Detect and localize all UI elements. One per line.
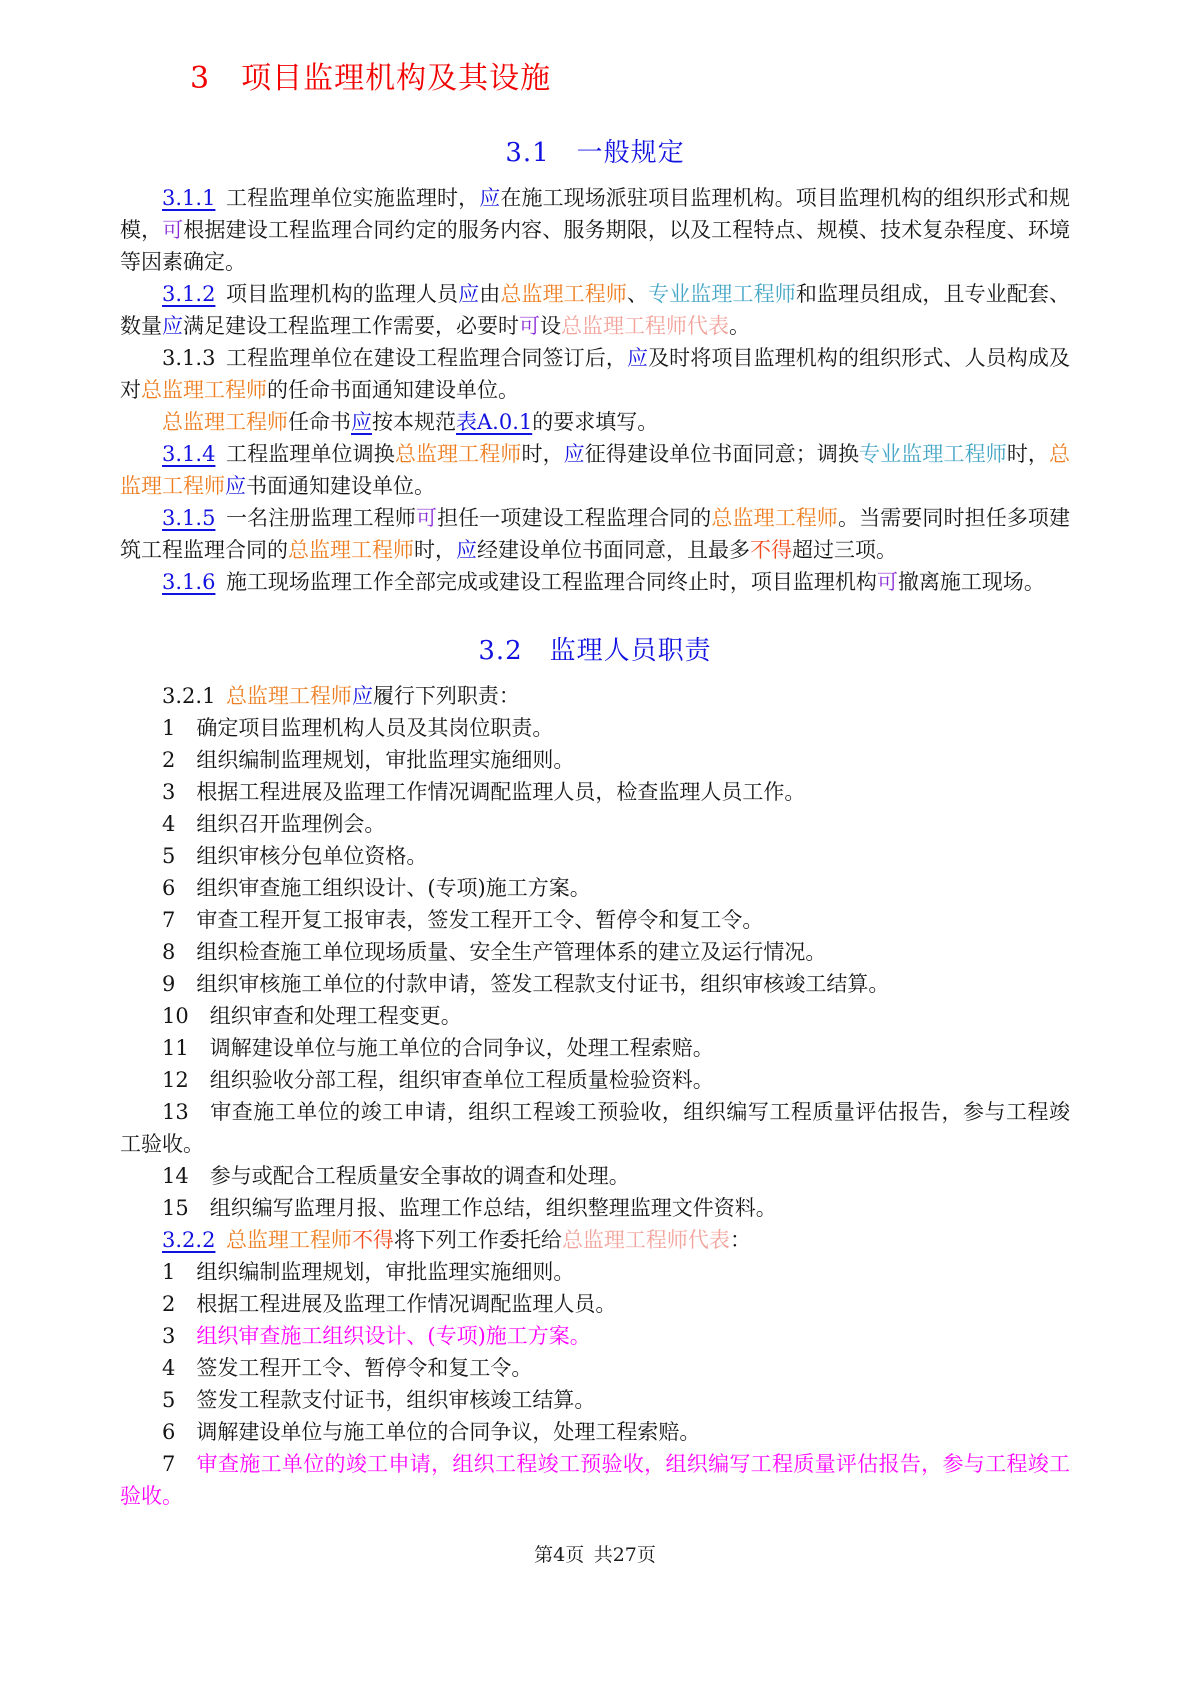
text-segment: 履行下列职责： — [372, 684, 520, 708]
text-segment: 时， — [521, 442, 564, 466]
segment-org: 总监理工程师 — [288, 538, 414, 562]
segment-rep: 总监理工程师代表 — [561, 314, 729, 338]
list-item — [120, 1448, 1070, 1512]
segment-mag: 组织审查施工组织设计、(专项)施工方案。 — [196, 1324, 591, 1348]
text-segment: 工程监理单位实施监理时， — [215, 186, 480, 210]
segment-may: 可 — [415, 506, 438, 530]
text-segment: 2 根据工程进展及监理工作情况调配监理人员。 — [162, 1292, 617, 1316]
text-segment: 2 组织编制监理规划，审批监理实施细则。 — [162, 748, 575, 772]
text-segment: 7 审查工程开复工报审表，签发工程开工令、暂停令和复工令。 — [162, 908, 764, 932]
list-item — [120, 808, 1070, 840]
list-item — [120, 744, 1070, 776]
segment-num[interactable]: 3.1.6 — [162, 570, 216, 594]
segment-org: 总监理工程师 — [162, 410, 288, 434]
section-heading: 3.1 一般规定 — [505, 138, 685, 168]
segment-may: 可 — [519, 314, 540, 338]
text-segment: 经建设单位书面同意，且最多 — [477, 538, 750, 562]
segment-teal: 专业监理工程师 — [859, 442, 1007, 466]
text-segment: 3.2.1 — [162, 684, 226, 708]
clause-paragraph — [120, 1224, 1070, 1256]
text-segment: ： — [729, 1228, 751, 1252]
segment-blue: 应 — [563, 442, 585, 466]
segment-num[interactable]: 3.1.1 — [162, 186, 216, 210]
clause-paragraph — [120, 438, 1070, 502]
text-segment: 项目监理机构的监理人员 — [215, 282, 459, 306]
segment-num[interactable]: 3.2.2 — [162, 1228, 216, 1252]
text-segment: 撤离施工现场。 — [897, 570, 1045, 594]
text-segment: 时， — [414, 538, 456, 562]
text-segment: 4 签发工程开工令、暂停令和复工令。 — [162, 1356, 533, 1380]
segment-forb: 不得 — [351, 1228, 394, 1252]
list-item — [120, 936, 1070, 968]
text-segment: 、 — [626, 282, 649, 306]
segment-blue: 应 — [351, 684, 373, 708]
text-segment: 的要求填写。 — [532, 410, 659, 434]
segment-num[interactable]: 3.1.4 — [162, 442, 216, 466]
segment-org: 总监理工程师 — [120, 442, 1071, 498]
segment-blue: 应 — [626, 346, 649, 370]
chapter-title: 3 项目监理机构及其设施 — [190, 61, 552, 96]
segment-org: 总监理工程师 — [500, 282, 627, 306]
text-segment: 由 — [479, 282, 501, 306]
text-segment: 13 审查施工单位的竣工申请，组织工程竣工预验收，组织编写工程质量评估报告，参与工程竣工验收。 — [120, 1100, 1070, 1156]
list-item — [120, 968, 1070, 1000]
clause-paragraph — [120, 406, 1070, 438]
text-segment: 满足建设工程监理工作需要，必要时 — [183, 314, 519, 338]
text-segment: 按本规范 — [372, 410, 456, 434]
segment-blue: 应 — [225, 474, 246, 498]
segment-blueu: 应 — [351, 410, 372, 434]
segment-blue: 应 — [162, 314, 183, 338]
segment-org: 总监理工程师 — [141, 378, 267, 402]
clause-paragraph — [120, 278, 1070, 342]
text-segment: 施工现场监理工作全部完成或建设工程监理合同终止时，项目监理机构 — [215, 570, 877, 594]
text-segment: 根据建设工程监理合同约定的服务内容、服务期限，以及工程特点、规模、技术复杂程度、环境等因素确定。 — [120, 218, 1071, 274]
segment-org: 总监理工程师 — [711, 506, 838, 530]
text-segment: 4 组织召开监理例会。 — [162, 812, 386, 836]
segment-num[interactable]: 3.1.5 — [162, 506, 216, 530]
segment-may: 可 — [162, 218, 184, 242]
text-segment: 时， — [1006, 442, 1050, 466]
clause-paragraph — [120, 566, 1070, 598]
list-item — [120, 1192, 1070, 1224]
text-segment: 8 组织检查施工单位现场质量、安全生产管理体系的建立及运行情况。 — [162, 940, 827, 964]
text-segment: 3 根据工程进展及监理工作情况调配监理人员，检查监理人员工作。 — [162, 780, 806, 804]
text-segment: 一名注册监理工程师 — [215, 506, 416, 530]
text-segment: 14 参与或配合工程质量安全事故的调查和处理。 — [162, 1164, 630, 1188]
segment-org: 总监理工程师 — [394, 442, 522, 466]
text-segment: 超过三项。 — [792, 538, 897, 562]
text-segment: 6 调解建设单位与施工单位的合同争议，处理工程索赔。 — [162, 1420, 701, 1444]
text-segment: 9 组织审核施工单位的付款申请，签发工程款支付证书，组织审核竣工结算。 — [162, 972, 890, 996]
list-item — [120, 840, 1070, 872]
segment-teal: 专业监理工程师 — [648, 282, 796, 306]
text-segment: 7 — [162, 1452, 197, 1476]
text-segment: 1 组织编制监理规划，审批监理实施细则。 — [162, 1260, 575, 1284]
text-segment: 征得建设单位书面同意；调换 — [584, 442, 860, 466]
text-segment: 在施工现场派驻项目监理机构。项目监理机构的组织形式和规模， — [120, 186, 1071, 242]
segment-ref[interactable]: 表A.0.1 — [456, 410, 533, 434]
segment-blue: 应 — [479, 186, 501, 210]
segment-num[interactable]: 3.1.2 — [162, 282, 216, 306]
list-item — [120, 1064, 1070, 1096]
list-item — [120, 1032, 1070, 1064]
text-segment: 书面通知建设单位。 — [246, 474, 435, 498]
segment-mag: 审查施工单位的竣工申请，组织工程竣工预验收，组织编写工程质量评估报告，参与工程竣工验收。 — [120, 1452, 1070, 1508]
list-item — [120, 1320, 1070, 1352]
text-segment: 3 — [162, 1324, 197, 1348]
list-item — [120, 776, 1070, 808]
text-segment: 1 确定项目监理机构人员及其岗位职责。 — [162, 716, 554, 740]
text-segment: 及时将项目监理机构的组织形式、人员构成及对 — [120, 346, 1071, 402]
list-item — [120, 1416, 1070, 1448]
segment-forb: 不得 — [750, 538, 792, 562]
list-item — [120, 1288, 1070, 1320]
text-segment: 。 — [729, 314, 750, 338]
segment-blue: 应 — [456, 538, 477, 562]
list-item — [120, 1096, 1070, 1160]
text-segment: 。当需要同时担任多项建筑工程监理合同的 — [120, 506, 1071, 562]
segment-rep: 总监理工程师代表 — [561, 1228, 730, 1252]
clause-paragraph — [120, 502, 1070, 566]
list-item — [120, 872, 1070, 904]
text-segment: 将下列工作委托给 — [393, 1228, 562, 1252]
segment-may: 可 — [876, 570, 898, 594]
segment-org: 总监理工程师 — [225, 684, 352, 708]
list-item — [120, 1160, 1070, 1192]
text-segment: 任命书 — [288, 410, 351, 434]
clause-paragraph — [120, 342, 1070, 406]
text-segment: 15 组织编写监理月报、监理工作总结，组织整理监理文件资料。 — [162, 1196, 777, 1220]
list-item — [120, 1384, 1070, 1416]
list-item — [120, 1256, 1070, 1288]
clause-paragraph — [120, 680, 1070, 712]
text-segment: 工程监理单位调换 — [215, 442, 395, 466]
list-item — [120, 904, 1070, 936]
text-segment: 设 — [540, 314, 561, 338]
text-segment: 担任一项建设工程监理合同的 — [437, 506, 712, 530]
text-segment: 11 调解建设单位与施工单位的合同争议，处理工程索赔。 — [162, 1036, 714, 1060]
list-item — [120, 1352, 1070, 1384]
list-item — [120, 712, 1070, 744]
page-footer: 第4页 共27页 — [534, 1544, 656, 1566]
segment-blue: 应 — [458, 282, 480, 306]
text-segment: 12 组织验收分部工程，组织审查单位工程质量检验资料。 — [162, 1068, 714, 1092]
text-segment: 的任命书面通知建设单位。 — [267, 378, 519, 402]
text-segment: 5 签发工程款支付证书，组织审核竣工结算。 — [162, 1388, 596, 1412]
text-segment: 和监理员组成，且专业配套、数量 — [120, 282, 1071, 338]
text-segment: 10 组织审查和处理工程变更。 — [162, 1004, 462, 1028]
clause-paragraph — [120, 182, 1070, 278]
list-item — [120, 1000, 1070, 1032]
segment-org: 总监理工程师 — [225, 1228, 352, 1252]
text-segment: 6 组织审查施工组织设计、(专项)施工方案。 — [162, 876, 591, 900]
text-segment: 3.1.3 工程监理单位在建设工程监理合同签订后， — [162, 346, 627, 370]
document-body — [120, 136, 1070, 1512]
section-heading: 3.2 监理人员职责 — [478, 636, 712, 666]
text-segment: 5 组织审核分包单位资格。 — [162, 844, 428, 868]
text-segment — [215, 1228, 226, 1252]
